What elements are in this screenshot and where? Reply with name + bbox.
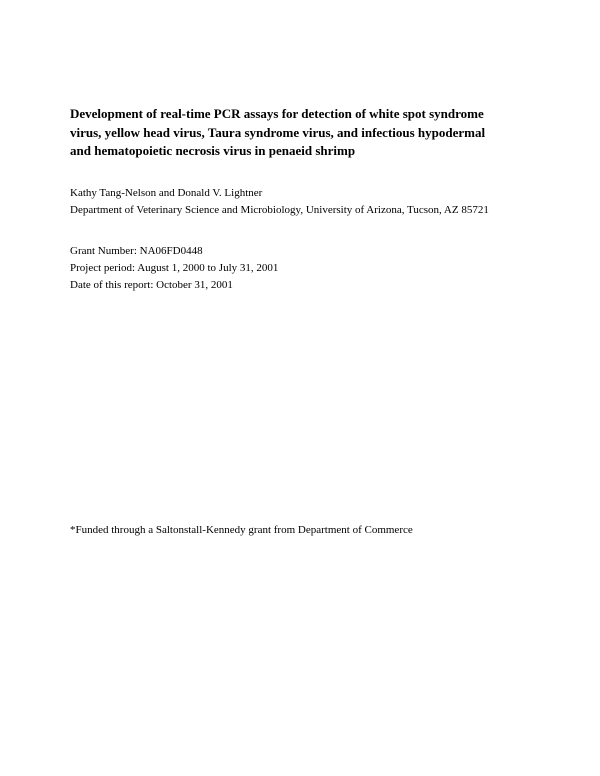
funding-note-block [70,522,413,539]
title-line-2: virus, yellow head virus, Taura syndrome virus, and infectious hypodermal [70,124,486,140]
grant-number: Grant Number: NA06FD0448 [70,245,203,257]
report-date: Date of this report: October 31, 2001 [70,279,233,291]
authors: Kathy Tang-Nelson and Donald V. Lightner [70,187,263,199]
title-line-1: Development of real-time PCR assays for detection of white spot syndrome [70,106,484,121]
author-block [70,185,489,219]
grant-info-block [70,243,278,294]
affiliation: Department of Veterinary Science and Microbiology, University of Arizona, Tucson, AZ 85721 [70,204,489,216]
document-title [70,105,540,161]
title-line-3: and hematopoietic necrosis virus in penaeid shrimp [70,143,356,158]
funding-note: *Funded through a Saltonstall-Kennedy grant from Department of Commerce [70,524,413,536]
project-period: Project period: August 1, 2000 to July 31, 2001 [70,262,279,274]
